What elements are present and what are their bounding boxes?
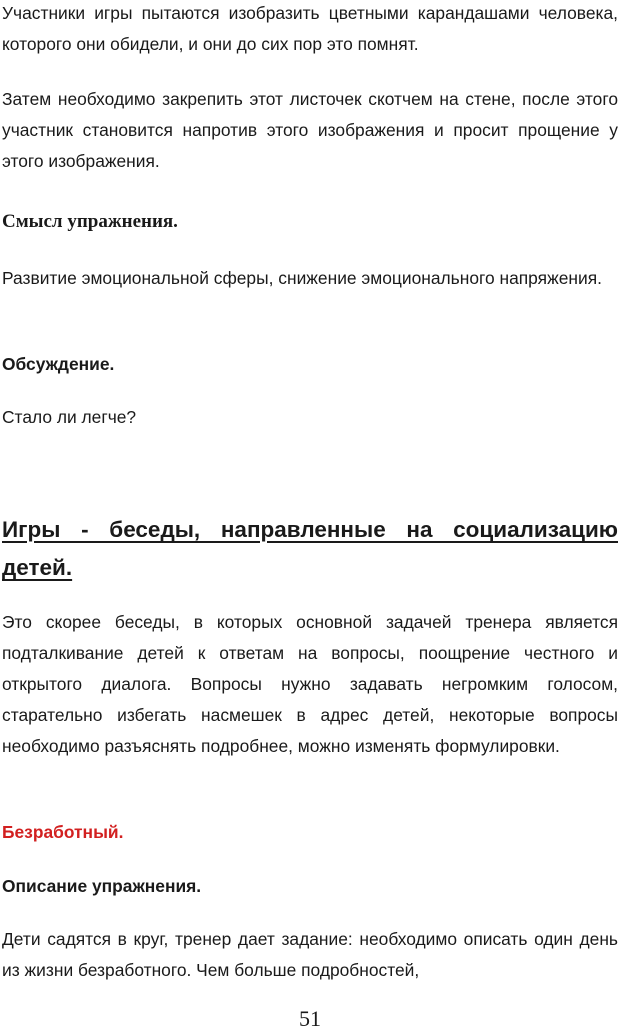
heading-exercise-description: Описание упражнения.	[2, 876, 202, 896]
section-title: Игры - беседы, направленные на социализацию детей.	[2, 517, 618, 580]
paragraph-exercise-description: Дети садятся в круг, тренер дает задание: необходимо описать один день из жизни безработного. Чем больше подробностей,	[2, 929, 618, 980]
heading-discussion: Обсуждение.	[2, 354, 115, 374]
paragraph-tape-and-apology: Затем необходимо закрепить этот листочек скотчем на стене, после этого участник становится напротив этого изображения и просит прощение у этого изображения.	[2, 89, 618, 171]
paragraph-section-intro: Это скорее беседы, в которых основной задачей тренера является подталкивание детей к ответам на вопросы, поощрение честного и открытого диалога. Вопросы нужно задавать негромким голосом, старательно избегать насмешек в адрес детей, некоторые вопросы необходимо разъяснять подробнее, можно изменять формулировки.	[2, 612, 618, 756]
exercise-title: Безработный.	[2, 822, 124, 842]
paragraph-drawing-task: Участники игры пытаются изобразить цветными карандашами человека, которого они обидели, и они до сих пор это помнят.	[2, 3, 618, 54]
heading-exercise-meaning: Смысл упражнения.	[2, 211, 178, 232]
paragraph-discussion-question: Стало ли легче?	[2, 407, 137, 427]
page-number: 51	[299, 1006, 321, 1031]
paragraph-meaning: Развитие эмоциональной сферы, снижение эмоционального напряжения.	[2, 268, 602, 288]
